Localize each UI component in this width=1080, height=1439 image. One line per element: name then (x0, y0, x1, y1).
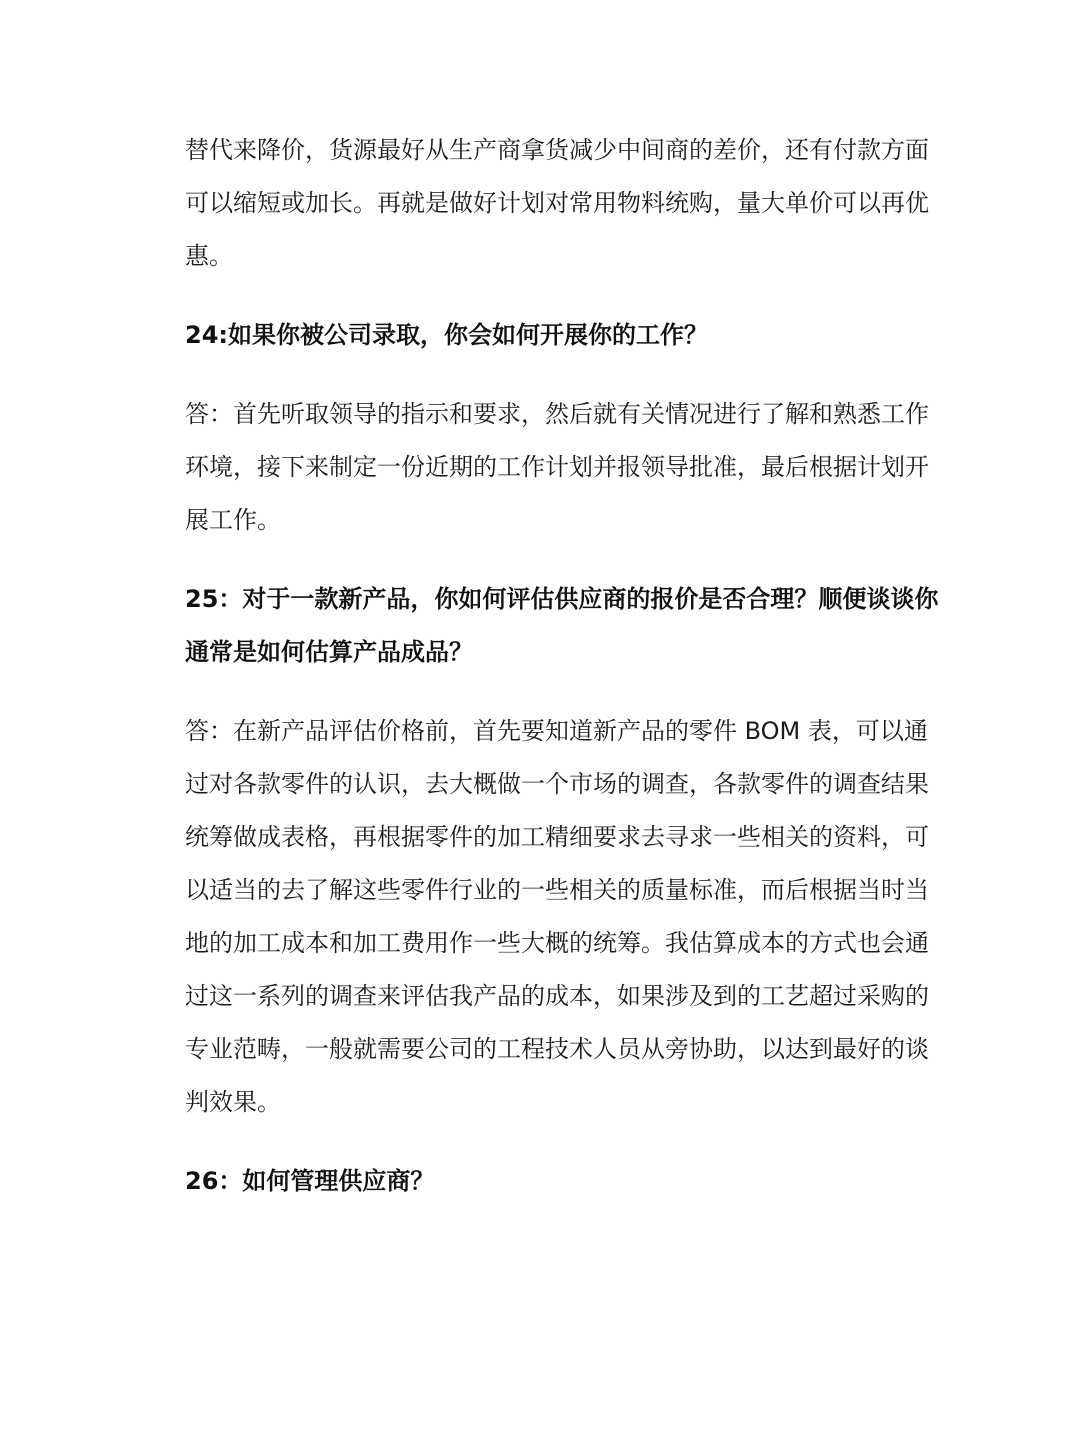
text-line: 统筹做成表格，再根据零件的加工精细要求去寻求一些相关的资料，可 (185, 823, 929, 851)
paragraph-cost-reduction (185, 124, 929, 283)
text-line: 专业范畴，一般就需要公司的工程技术人员从旁协助，以达到最好的谈 (185, 1035, 929, 1063)
question-26-heading (185, 1155, 897, 1208)
text-line: 地的加工成本和加工费用作一些大概的统筹。我估算成本的方式也会通 (185, 929, 929, 957)
text-line: 展工作。 (185, 506, 281, 534)
answer-25 (185, 705, 929, 1129)
text-line: 惠。 (185, 242, 233, 270)
document-page (185, 124, 939, 1208)
heading-line: 通常是如何估算产品成品？ (185, 638, 473, 666)
heading-line: 24:如果你被公司录取，你会如何开展你的工作？ (185, 321, 708, 349)
text-line: 替代来降价，货源最好从生产商拿货减少中间商的差价，还有付款方面 (185, 136, 929, 164)
text-line: 以适当的去了解这些零件行业的一些相关的质量标准，而后根据当时当 (185, 876, 929, 904)
text-line: 环境，接下来制定一份近期的工作计划并报领导批准，最后根据计划开 (185, 453, 929, 481)
heading-line: 26：如何管理供应商？ (185, 1167, 435, 1195)
heading-line: 25：对于一款新产品，你如何评估供应商的报价是否合理？顺便谈谈你 (185, 585, 939, 613)
text-line: 答：在新产品评估价格前，首先要知道新产品的零件 BOM 表，可以通 (185, 717, 928, 745)
text-line: 答：首先听取领导的指示和要求，然后就有关情况进行了解和熟悉工作 (185, 400, 929, 428)
text-line: 过这一系列的调查来评估我产品的成本，如果涉及到的工艺超过采购的 (185, 982, 929, 1010)
text-line: 过对各款零件的认识，去大概做一个市场的调查，各款零件的调查结果 (185, 770, 929, 798)
question-24-heading (185, 309, 897, 362)
question-25-heading (185, 573, 939, 679)
answer-24 (185, 388, 929, 547)
text-line: 可以缩短或加长。再就是做好计划对常用物料统购，量大单价可以再优 (185, 189, 929, 217)
text-line: 判效果。 (185, 1088, 281, 1116)
